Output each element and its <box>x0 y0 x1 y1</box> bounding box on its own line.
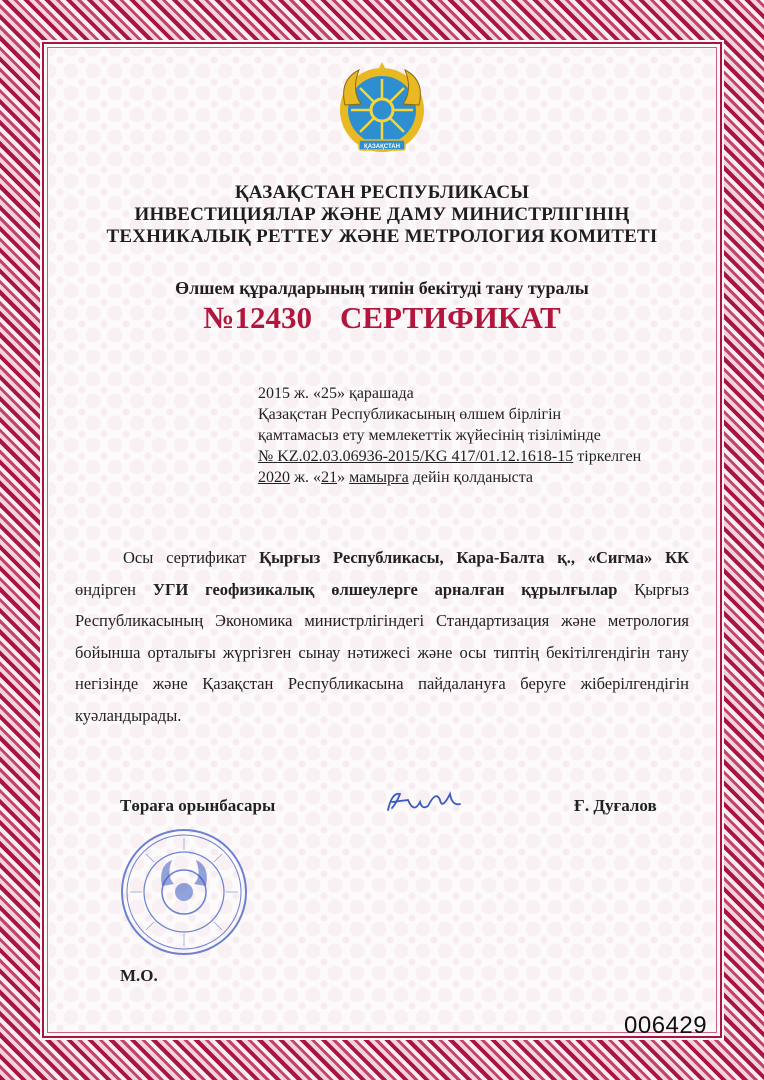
registration-number <box>258 448 573 465</box>
signatory-role: Төраға орынбасары <box>120 796 276 815</box>
handwritten-signature <box>378 780 468 822</box>
header-line-country: ҚАЗАҚСТАН РЕСПУБЛИКАСЫ <box>234 182 530 203</box>
registration-number-prefix: № <box>258 448 274 465</box>
registration-line2: Қазақстан Республикасының өлшем бірлігін <box>258 406 562 423</box>
certificate-body <box>75 542 689 731</box>
validity-end: дейін қолданыста <box>408 469 534 486</box>
validity-day: 21 <box>321 469 338 486</box>
validity-month: мамырға <box>349 469 409 486</box>
header-line-ministry: ИНВЕСТИЦИЯЛАР ЖӘНЕ ДАМУ МИНИСТРЛІГІНІҢ <box>134 204 630 225</box>
certificate-title-line <box>0 300 764 336</box>
certificate-number: №12430 <box>203 300 312 335</box>
certificate-subtitle: Өлшем құралдарының типін бекітуді тану туралы <box>175 278 589 298</box>
stamp-place-label: М.О. <box>120 966 158 985</box>
registration-date: 2015 ж. «25» қарашада <box>258 385 414 402</box>
registration-line3: қамтамасыз ету мемлекеттік жүйесінің тізілімінде <box>258 427 601 444</box>
validity-sep2: » <box>337 469 350 486</box>
manufacturer-name: Қырғыз Республикасы, Кара-Балта қ., «Сигма» КК <box>259 548 689 567</box>
official-stamp-seal <box>118 826 250 958</box>
registration-number-line <box>258 446 698 467</box>
certificate-title: СЕРТИФИКАТ <box>339 300 561 335</box>
validity-year: 2020 <box>258 469 290 486</box>
registration-number-value: KZ.02.03.06936-2015/KG 417/01.12.1618-15 <box>277 448 574 465</box>
kazakhstan-emblem-icon <box>337 60 427 160</box>
signatory-name: Ғ. Дуғалов <box>574 796 657 815</box>
body-text-3: Қырғыз Республикасының Экономика министрлігіндегі Стандартизация және метрология бойынша орталығы жүргізген сынау нәтижесі және осы типтің бекітілгендігін тану негізінде және Қазақстан Республикасына пайдалануға беруге жіберілгендігін куәландырады. <box>75 579 689 725</box>
body-text-2: өндірген <box>75 579 153 599</box>
product-name: УГИ геофизикалық өлшеулерге арналған құрылғылар <box>152 579 618 599</box>
registration-block <box>258 383 698 488</box>
validity-sep1: ж. « <box>290 469 322 486</box>
body-text-1: Осы сертификат <box>123 548 260 567</box>
validity-line <box>258 467 698 488</box>
svg-text:ҚАЗАҚСТАН: ҚАЗАҚСТАН <box>364 144 400 150</box>
registration-number-suffix: тіркелген <box>573 448 642 465</box>
header-line-committee: ТЕХНИКАЛЫҚ РЕТТЕУ ЖӘНЕ МЕТРОЛОГИЯ КОМИТЕТІ <box>106 226 658 247</box>
body-paragraph <box>75 542 689 731</box>
serial-number: 006429 <box>624 1012 708 1039</box>
